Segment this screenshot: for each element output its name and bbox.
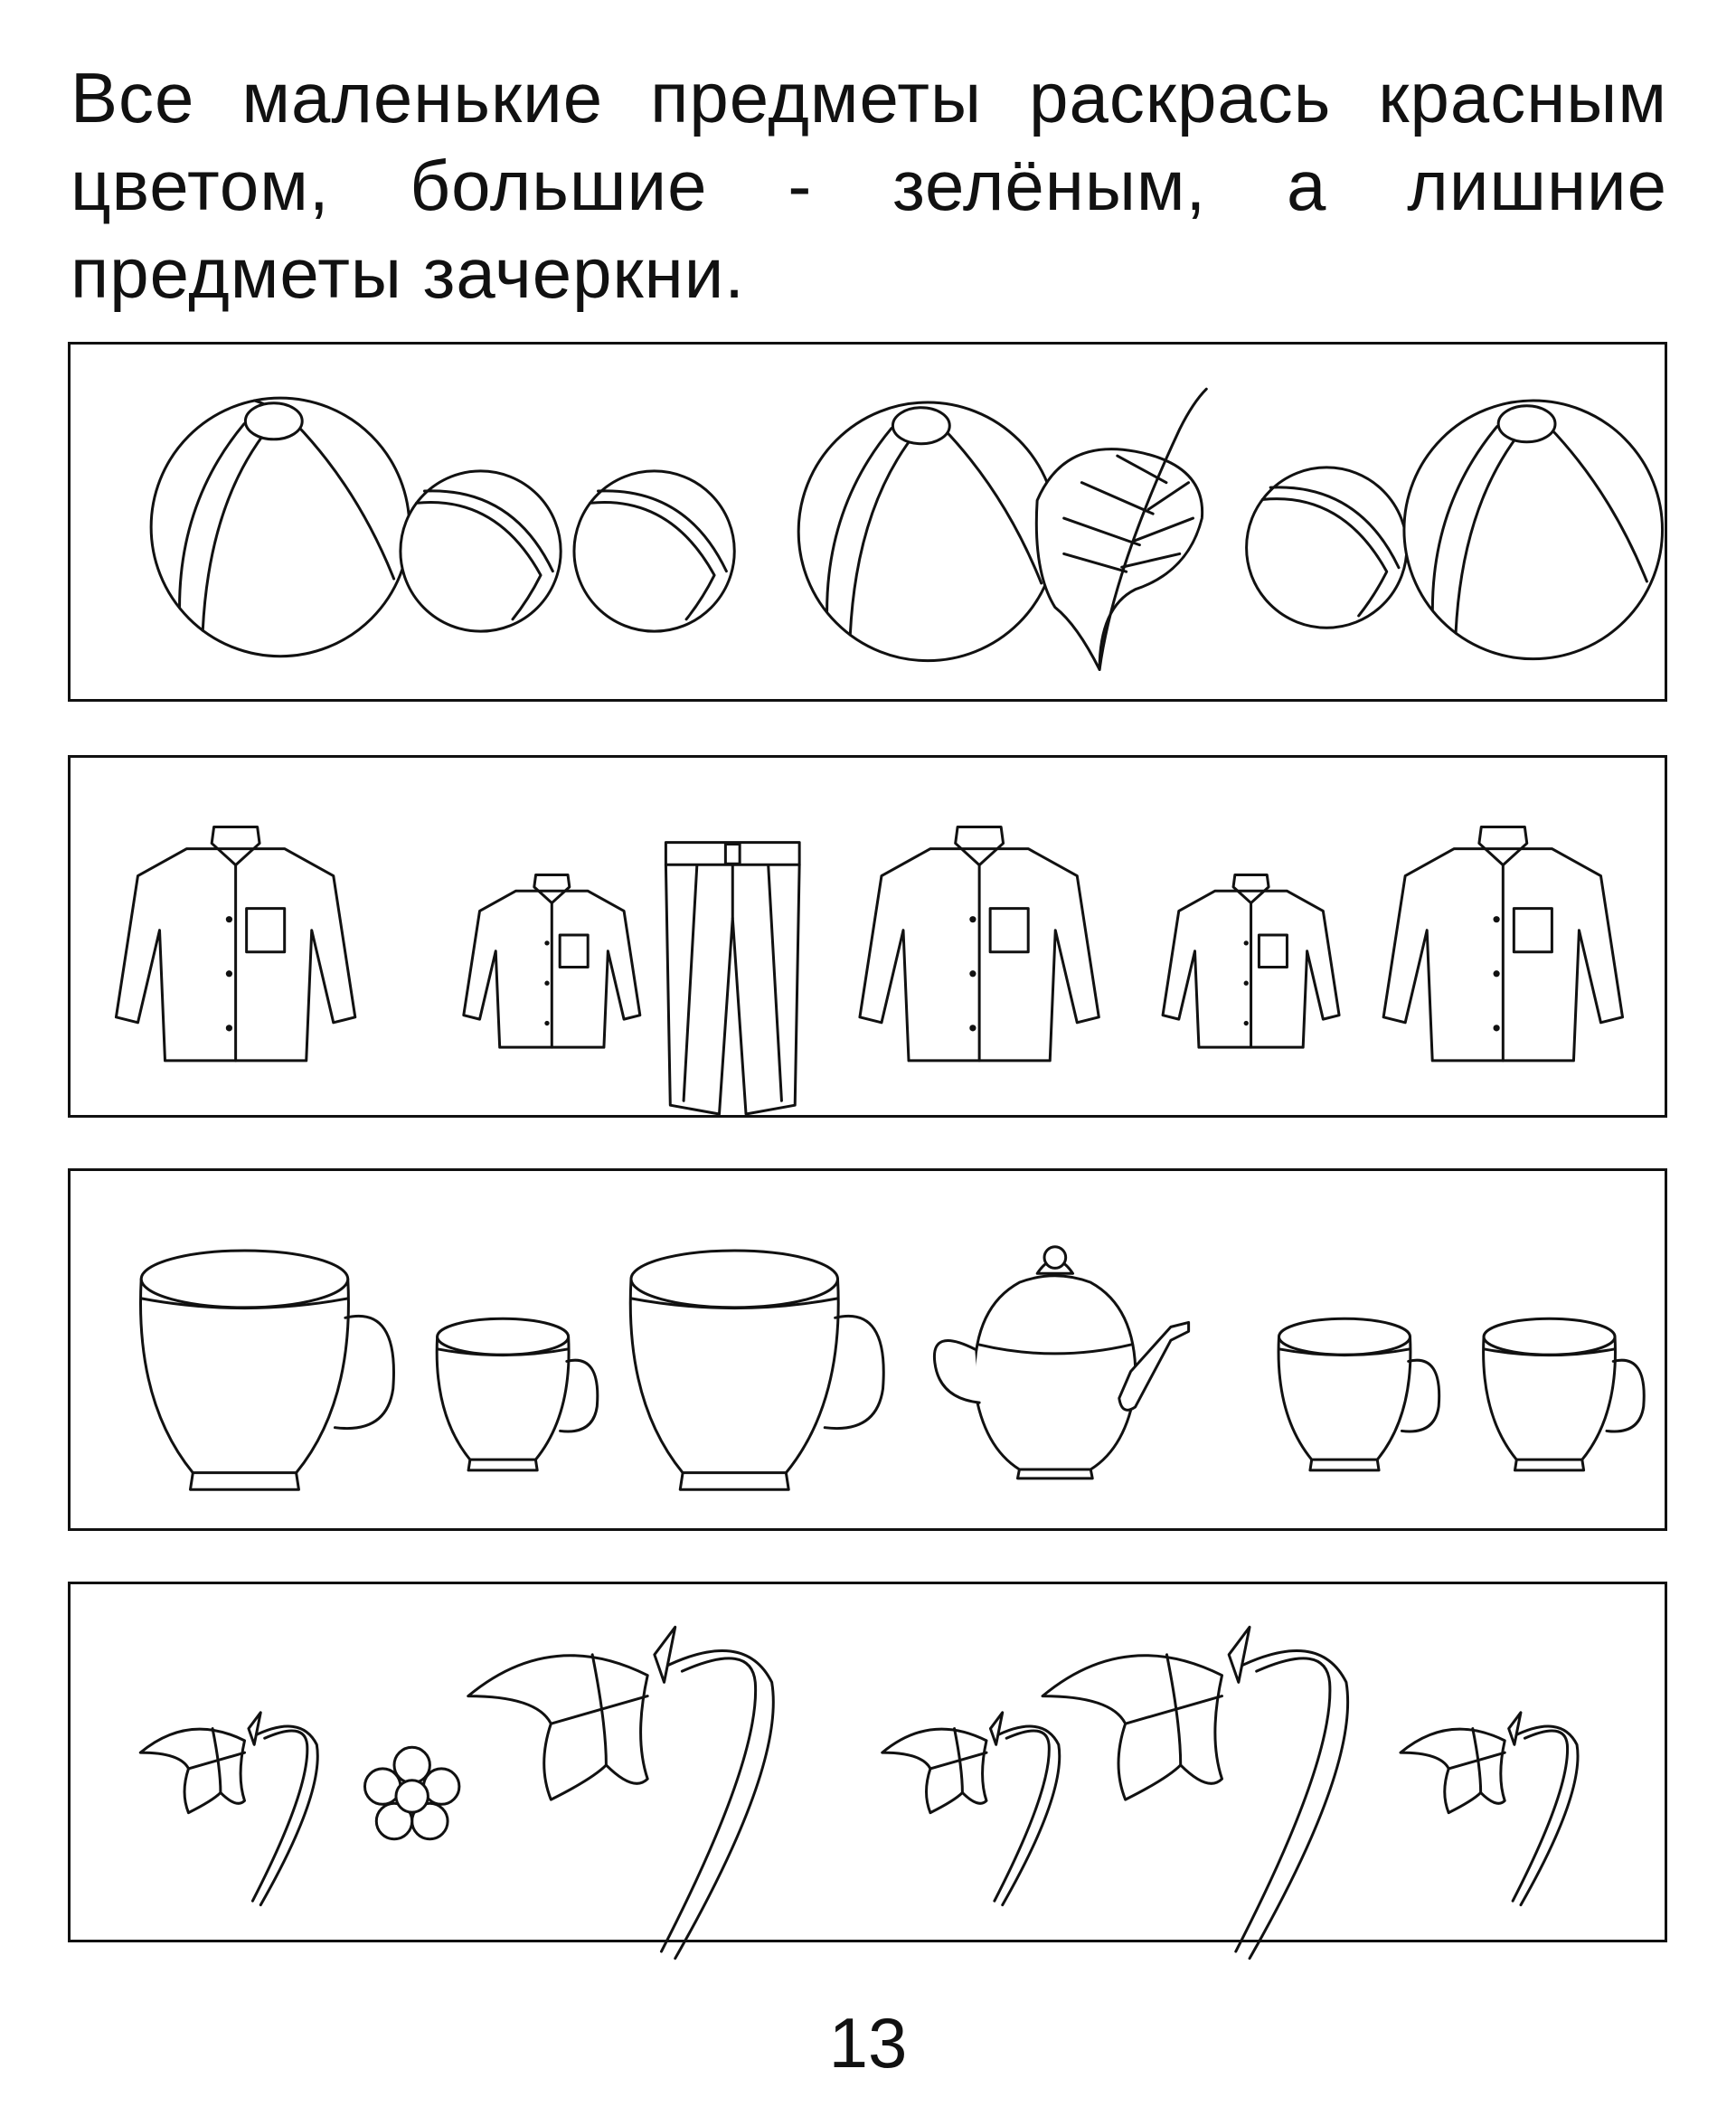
shirt-small-2[interactable] bbox=[1163, 875, 1339, 1048]
instructions-line-2: цветом, большие - зелёным, а лишние bbox=[71, 146, 1667, 225]
row-balls-panel bbox=[68, 342, 1667, 702]
bellflower-big-1[interactable] bbox=[468, 1627, 774, 1958]
cup-big-1[interactable] bbox=[140, 1251, 393, 1489]
row-flowers-panel bbox=[68, 1582, 1667, 1942]
row-cups-panel bbox=[68, 1168, 1667, 1531]
row-cups-drawing bbox=[71, 1171, 1665, 1528]
bellflower-small-3[interactable] bbox=[1401, 1713, 1578, 1905]
trousers-odd[interactable] bbox=[665, 843, 799, 1114]
page-number: 13 bbox=[828, 2003, 908, 2083]
cup-small-3[interactable] bbox=[1484, 1318, 1645, 1470]
daisy-odd[interactable] bbox=[364, 1747, 458, 1838]
instructions-line-1: Все маленькие предметы раскрась красным bbox=[71, 58, 1667, 137]
shirt-small-1[interactable] bbox=[464, 875, 640, 1048]
cup-small-2[interactable] bbox=[1278, 1318, 1439, 1470]
task-instructions bbox=[71, 54, 1667, 317]
ball-small-3[interactable] bbox=[1247, 468, 1407, 628]
bellflower-small-2[interactable] bbox=[882, 1713, 1060, 1905]
ball-big-1[interactable] bbox=[151, 398, 410, 657]
bellflower-small-1[interactable] bbox=[140, 1713, 317, 1905]
row-shirts-drawing bbox=[71, 758, 1665, 1115]
teapot-odd[interactable] bbox=[934, 1247, 1188, 1478]
cup-big-2[interactable] bbox=[630, 1251, 883, 1489]
shirt-big-2[interactable] bbox=[860, 827, 1099, 1061]
ball-small-2[interactable] bbox=[574, 471, 734, 631]
shirt-big-1[interactable] bbox=[116, 827, 354, 1061]
instructions-line-3: предметы зачеркни. bbox=[71, 233, 745, 313]
bellflower-big-2[interactable] bbox=[1043, 1627, 1348, 1958]
ball-small-1[interactable] bbox=[401, 471, 561, 631]
leaf-odd[interactable] bbox=[1036, 389, 1206, 669]
row-shirts-panel bbox=[68, 755, 1667, 1118]
ball-big-3[interactable] bbox=[1404, 401, 1663, 659]
ball-big-2[interactable] bbox=[798, 402, 1057, 661]
cup-small-1[interactable] bbox=[437, 1318, 598, 1470]
shirt-big-3[interactable] bbox=[1383, 827, 1622, 1061]
row-flowers-drawing bbox=[71, 1584, 1665, 1940]
row-balls-drawing bbox=[71, 345, 1665, 699]
